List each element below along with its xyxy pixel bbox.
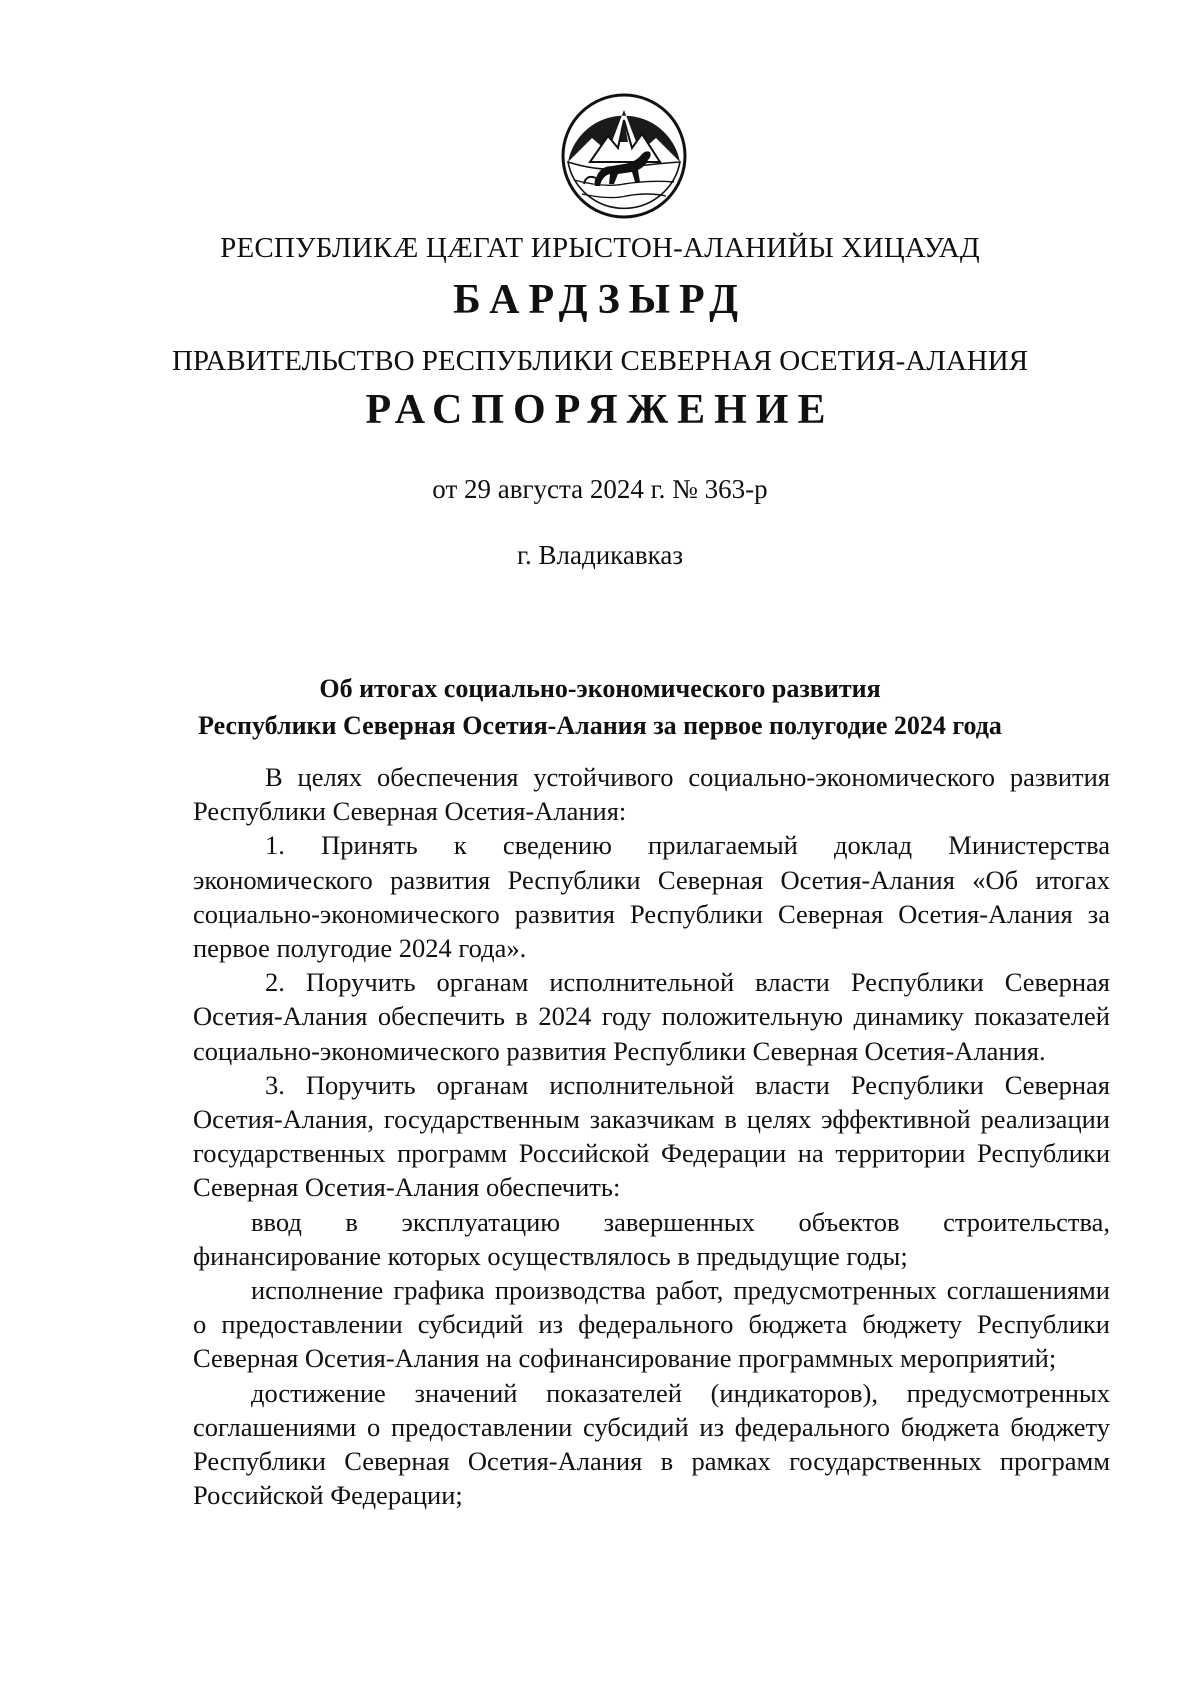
item-3-paragraph: 3. Поручить органам исполнительной власти Республики Северная Осетия-Алания, государственным заказчикам в целях эффективной реализации государственных программ Российской Федерации на территории Республики Северная Осетия-Алания обеспечить: xyxy=(193,1069,1110,1203)
item-1-paragraph: 1. Принять к сведению прилагаемый доклад Министерства экономического развития Республики Северная Осетия-Алания «Об итогах социально-экономического развития Республики Северная Осетия-Алания за первое полугодие 2024 года». xyxy=(193,830,1110,964)
subitem-1-paragraph: ввод в эксплуатацию завершенных объектов строительства, финансирование которых осуществлялось в предыдущие годы; xyxy=(193,1206,1110,1271)
document-date-number: от 29 августа 2024 г. № 363-р xyxy=(432,474,768,504)
intro-paragraph: В целях обеспечения устойчивого социально-экономического развития Республики Северная Осетия-Алания: xyxy=(193,762,1110,827)
subject-line-1: Об итогах социально-экономического развития xyxy=(319,674,881,703)
russian-document-type: РАСПОРЯЖЕНИЕ xyxy=(365,387,835,433)
item-2-paragraph: 2. Поручить органам исполнительной власти Республики Северная Осетия-Алания обеспечить в 2024 году положительную динамику показателей социально-экономического развития Республики Северная Осетия-Алания. xyxy=(193,967,1110,1066)
coat-of-arms-icon xyxy=(560,92,688,220)
document-city: г. Владикавказ xyxy=(517,540,683,570)
document-body xyxy=(193,760,1110,1512)
ossetian-authority-heading: РЕСПУБЛИКӔ ЦӔГАТ ИРЫСТОН-АЛАНИЙЫ ХИЦАУАД xyxy=(220,232,980,264)
subitem-3-paragraph: достижение значений показателей (индикаторов), предусмотренных соглашениями о предоставлении субсидий из федерального бюджета бюджету Республики Северная Осетия-Алания в рамках государственных программ Российской Федерации; xyxy=(193,1377,1110,1511)
subitem-2-paragraph: исполнение графика производства работ, предусмотренных соглашениями о предоставлении субсидий из федерального бюджета бюджету Республики Северная Осетия-Алания на софинансирование программных мероприятий; xyxy=(193,1275,1110,1374)
subject-line-2: Республики Северная Осетия-Алания за первое полугодие 2024 года xyxy=(198,711,1002,740)
document-subject xyxy=(150,670,1050,744)
ossetian-document-type: БАРДЗЫРД xyxy=(452,277,748,323)
russian-authority-heading: ПРАВИТЕЛЬСТВО РЕСПУБЛИКИ СЕВЕРНАЯ ОСЕТИЯ-АЛАНИЯ xyxy=(171,345,1029,377)
